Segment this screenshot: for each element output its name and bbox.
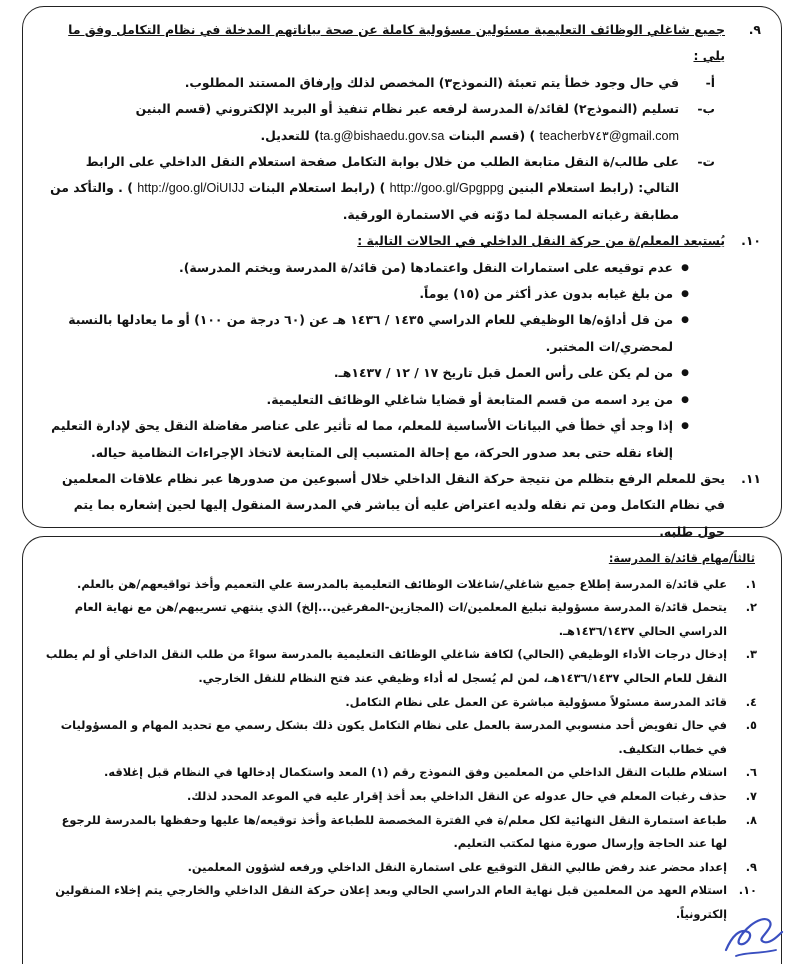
item-10-number: ١٠. [741, 233, 761, 249]
task-item [45, 785, 761, 809]
task-item [45, 879, 761, 926]
task-item [45, 573, 761, 597]
task-number: ١. [745, 576, 757, 591]
task-number: ٩. [745, 859, 757, 874]
item-9-a-text: في حال وجود خطأ يتم تعبئة (النموذج٣) المخصص لذلك وإرفاق المستند المطلوب. [184, 74, 679, 90]
task-item [45, 809, 761, 856]
task-text: استلام العهد من المعلمين قبل نهاية العام الدراسي الحالي وبعد إعلان حركة النقل الداخلي والخارجي يتم إخلاء المنقولين إلكترونياً. [55, 883, 727, 921]
item-9-c-text: على طالب/ة النقل متابعة الطلب من خلال بوابة التكامل صفحة استعلام النقل الداخلي على الرابط التالي: [85, 154, 679, 196]
item-9-b-letter: ب- [697, 101, 715, 117]
item-9-a [45, 70, 725, 96]
exclusion-item: ● إذا وجد أي خطأ في البيانات الأساسية للمعلم، مما له تأثير على عناصر مفاضلة النقل يحق لإدارة التعليم إلغاء نقله حتى بعد صدور الحركة، مع إحالة المتسبب إلى المتابعة لاتخاذ الإجراءات النظامية حياله. [45, 413, 689, 466]
exclusion-item: ● من قل أداؤه/ها الوظيفي للعام الدراسي ١٤٣٥ / ١٤٣٦ هـ عن (٦٠ درجة من ١٠٠) أو ما يعادلها بالنسبة لمحضري/ات المختبر. [45, 307, 689, 360]
item-11-text: يحق للمعلم الرفع بتظلم من نتيجة حركة النقل الداخلي خلال أسبوعين من صدورها عبر نظام علاقات المعلمين في نظام التكامل ومن تم نقله ولديه اعتراض عليه أن يباشر في المدرسة المنقول إليها لحين إشعاره بما يتم حول طلبه. [61, 470, 725, 539]
item-9-b-text-3: ) للتعديل. [260, 127, 320, 143]
item-9-c-text-3: ) (رابط استعلام البنات [248, 180, 386, 196]
item-9-b [45, 96, 725, 149]
item-9-text: جميع شاغلي الوظائف التعليمية مسئولين مسؤولية كاملة عن صحة بياناتهم المدخلة في نظام التكامل وفق ما يلي : [68, 22, 725, 64]
task-text: حذف رغبات المعلم في حال عدوله عن النقل الداخلي بعد أخذ إقرار عليه في الموعد المحدد لذلك. [187, 788, 727, 803]
item-9 [45, 17, 761, 228]
task-item [45, 596, 761, 643]
item-10-title: يُستبعد المعلم/ة من حركة النقل الداخلي في الحالات التالية : [357, 233, 725, 249]
exclusion-item: ● من يرد اسمه من قسم المتابعة أو قضايا شاغلي الوظائف التعليمية. [45, 387, 689, 413]
task-text: إعداد محضر عند رفض طالبي النقل التوقيع على استمارة النقل الداخلي ورفعه لشؤون المعلمين. [187, 859, 727, 874]
item-11-number: ١١. [741, 470, 761, 486]
item-9-c-text-2: (رابط استعلام البنين [508, 180, 634, 196]
exclusion-item: ● عدم توقيعه على استمارات النقل واعتمادها (من قائد/ة المدرسة ويختم المدرسة). [45, 255, 689, 281]
task-item [45, 643, 761, 690]
email-boys-link[interactable]: teacherb٧٤٣@gmail.com [539, 128, 679, 143]
task-number: ٨. [745, 812, 757, 827]
task-item [45, 714, 761, 761]
section-2-title: ثالثاً/مهام قائد/ة المدرسة: [608, 551, 755, 565]
exclusion-item: ● من لم يكن على رأس العمل قبل تاريخ ١٧ / ١٢ / ١٤٣٧هـ. [45, 360, 689, 386]
section-box-1 [22, 6, 782, 539]
task-number: ٦. [745, 765, 757, 780]
task-text: استلام طلبات النقل الداخلي من المعلمين وفق النموذج رقم (١) المعد واستكمال إدخالها في النظام قبل إغلاقه. [104, 765, 727, 780]
task-number: ٣. [745, 647, 757, 662]
item-9-number: ٩. [748, 22, 761, 37]
exclusion-list [45, 255, 725, 466]
item-9-b-text: تسليم (النموذج٢) لقائد/ة المدرسة لرفعه عبر نظام تنفيذ أو البريد الإلكتروني (قسم البنين [135, 101, 679, 117]
item-9-c-letter: ت- [697, 154, 715, 170]
task-number: ١٠. [738, 883, 757, 898]
task-number: ٤. [745, 694, 757, 709]
task-item [45, 691, 761, 715]
task-text: طباعة استمارة النقل النهائية لكل معلم/ة في الفترة المخصصة للطباعة وأخذ توقيعه/ها عليها وحفظها بالمدرسة للرجوع لها عند الحاجة وإرسال صورة منها لمكتب التعليم. [61, 812, 727, 851]
task-item [45, 761, 761, 785]
item-9-c-text-4: ) . والتأكد من مطابقة [50, 180, 679, 222]
item-9-a-letter: أ- [705, 74, 715, 90]
item-11 [45, 466, 761, 545]
task-text: علي قائد/ة المدرسة إطلاع جميع شاغلي/شاغلات الوظائف التعليمية بالمدرسة علي التعميم وأخذ تواقيعهم/هن بالعلم. [77, 576, 727, 591]
task-text: قائد المدرسة مسئولاً مسؤولية مباشرة عن العمل على نظام التكامل. [345, 694, 727, 709]
item-9-c [45, 149, 725, 228]
link-boys-inquiry[interactable]: http://goo.gl/Gpgppg [389, 181, 504, 196]
item-9-b-text-2: ) (قسم البنات [448, 127, 536, 143]
exclusion-item: ● من بلغ غيابه بدون عذر أكثر من (١٥) يوماً. [45, 281, 689, 307]
task-text: في حال تفويض أحد منسوبي المدرسة بالعمل على نظام التكامل يكون ذلك بشكل رسمي مع تحديد المهام و المسؤوليات في خطاب التكليف. [60, 718, 727, 756]
task-item [45, 856, 761, 880]
section-box-2 [22, 536, 782, 964]
task-number: ٥. [745, 718, 757, 733]
task-text: إدخال درجات الأداء الوظيفي (الحالي) لكافة شاغلي الوظائف التعليمية بالمدرسة سواءً من طلب النقل الداخلي أو لم يطلب النقل للعام الحالي ١٤٣٦/١٤٣٧هـ، لمن لم يُسجل له أداء وظيفي عند فتح النظام للنقل الخارجي. [45, 647, 727, 685]
handwritten-signature-icon [718, 906, 788, 962]
task-number: ٢. [745, 600, 757, 615]
link-girls-inquiry[interactable]: http://goo.gl/OiUIJJ [137, 181, 245, 196]
item-9-c-text-5: رغباته المسجلة لما دوّنه في الاستمارة الورقية. [342, 206, 630, 222]
task-number: ٧. [745, 788, 757, 803]
email-girls-link[interactable]: ta.g@bishaedu.gov.sa [319, 128, 445, 143]
task-text: يتحمل قائد/ة المدرسة مسؤولية تبليغ المعلمين/ات (المجازين-المفرغين...إلخ) الذي ينتهي تسريبهم/هن مع نهاية العام الدراسي الحالي ١٤٣٦/١٤٣٧هـ. [74, 600, 727, 638]
item-10 [45, 228, 761, 466]
